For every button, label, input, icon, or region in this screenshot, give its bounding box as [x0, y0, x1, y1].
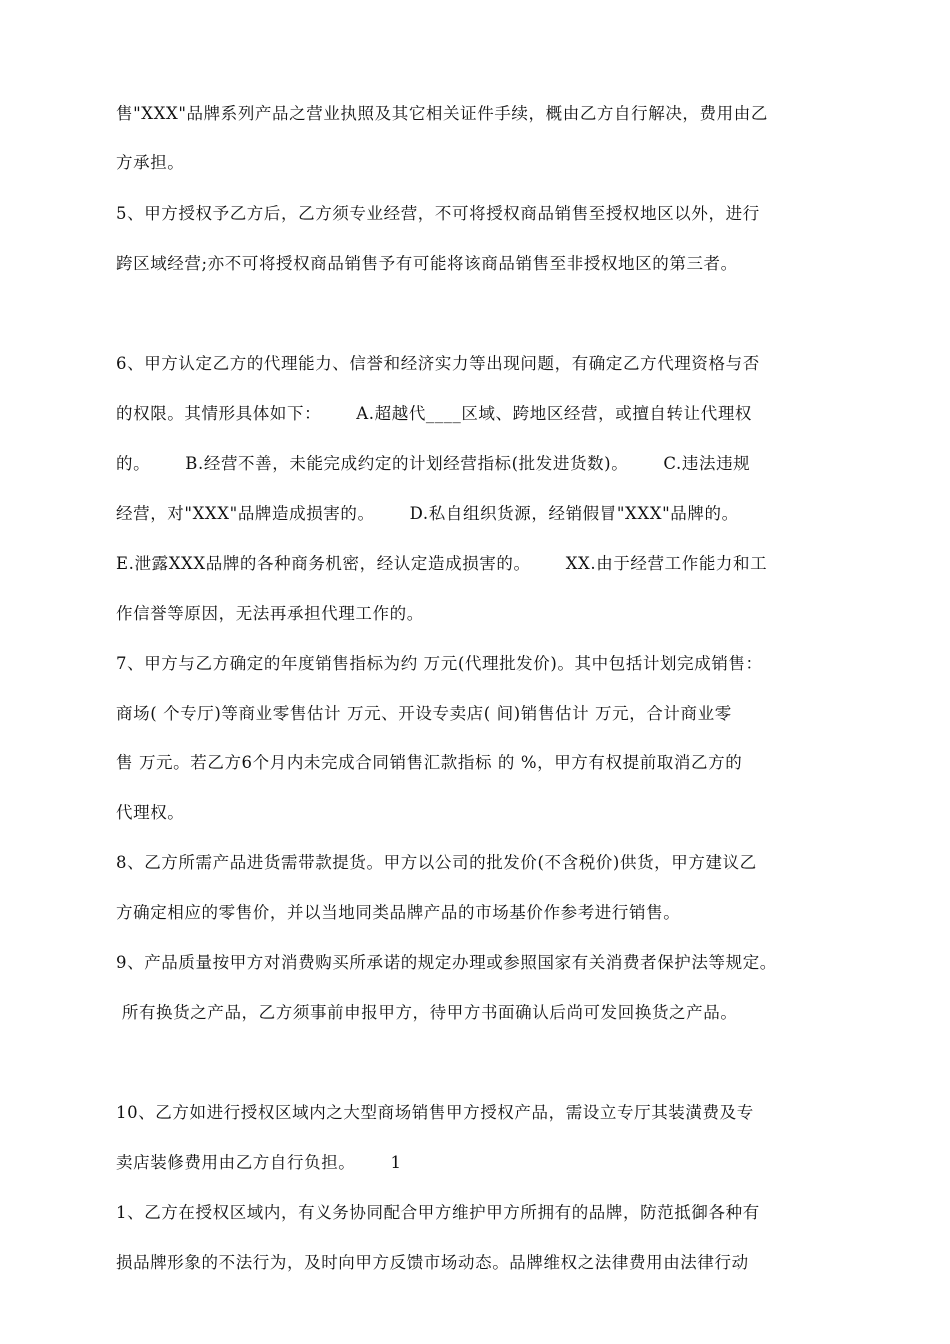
paragraph-line: 1、乙方在授权区域内，有义务协同配合甲方维护甲方所拥有的品牌，防范抵御各种有	[116, 1203, 760, 1222]
paragraph-line: 方确定相应的零售价，并以当地同类品牌产品的市场基价作参考进行销售。	[116, 903, 681, 922]
paragraph-line: 所有换货之产品，乙方须事前申报甲方，待甲方书面确认后尚可发回换货之产品。	[116, 1003, 738, 1022]
paragraph-line: 损品牌形象的不法行为，及时向甲方反馈市场动态。品牌维权之法律费用由法律行动	[116, 1253, 749, 1272]
paragraph-line: 的权限。其情形具体如下： A.超越代____区域、跨地区经营，或擅自转让代理权	[116, 404, 753, 423]
paragraph-line: 代理权。	[116, 803, 185, 822]
paragraph-line: 9、产品质量按甲方对消费购买所承诺的规定办理或参照国家有关消费者保护法等规定。	[116, 953, 777, 972]
paragraph-line: 售 万元。若乙方6个月内未完成合同销售汇款指标 的 %，甲方有权提前取消乙方的	[116, 753, 743, 772]
paragraph-line: 商场( 个专厅)等商业零售估计 万元、开设专卖店( 间)销售估计 万元，合计商业零	[116, 704, 732, 723]
paragraph-line: 经营，对"XXX"品牌造成损害的。 D.私自组织货源，经销假冒"XXX"品牌的。	[116, 504, 739, 523]
paragraph-line: E.泄露XXX品牌的各种商务机密，经认定造成损害的。 XX.由于经营工作能力和工	[116, 554, 768, 573]
paragraph-line: 作信誉等原因，无法再承担代理工作的。	[116, 604, 424, 623]
paragraph-line: 8、乙方所需产品进货需带款提货。甲方以公司的批发价(不含税价)供货，甲方建议乙	[116, 853, 757, 872]
paragraph-line: 6、甲方认定乙方的代理能力、信誉和经济实力等出现问题，有确定乙方代理资格与否	[116, 354, 760, 373]
paragraph-line: 售"XXX"品牌系列产品之营业执照及其它相关证件手续，概由乙方自行解决，费用由乙	[116, 104, 768, 123]
paragraph-line: 跨区域经营;亦不可将授权商品销售予有可能将该商品销售至非授权地区的第三者。	[116, 254, 738, 273]
paragraph-line: 10、乙方如进行授权区域内之大型商场销售甲方授权产品，需设立专厅其装潢费及专	[116, 1103, 754, 1122]
paragraph-line: 卖店装修费用由乙方自行负担。 1	[116, 1153, 402, 1172]
paragraph-line: 的。 B.经营不善，未能完成约定的计划经营指标(批发进货数)。 C.违法违规	[116, 454, 751, 473]
paragraph-line: 方承担。	[116, 153, 185, 172]
paragraph-line: 5、甲方授权予乙方后，乙方须专业经营，不可将授权商品销售至授权地区以外，进行	[116, 204, 760, 223]
paragraph-line: 7、甲方与乙方确定的年度销售指标为约 万元(代理批发价)。其中包括计划完成销售：	[116, 654, 763, 673]
